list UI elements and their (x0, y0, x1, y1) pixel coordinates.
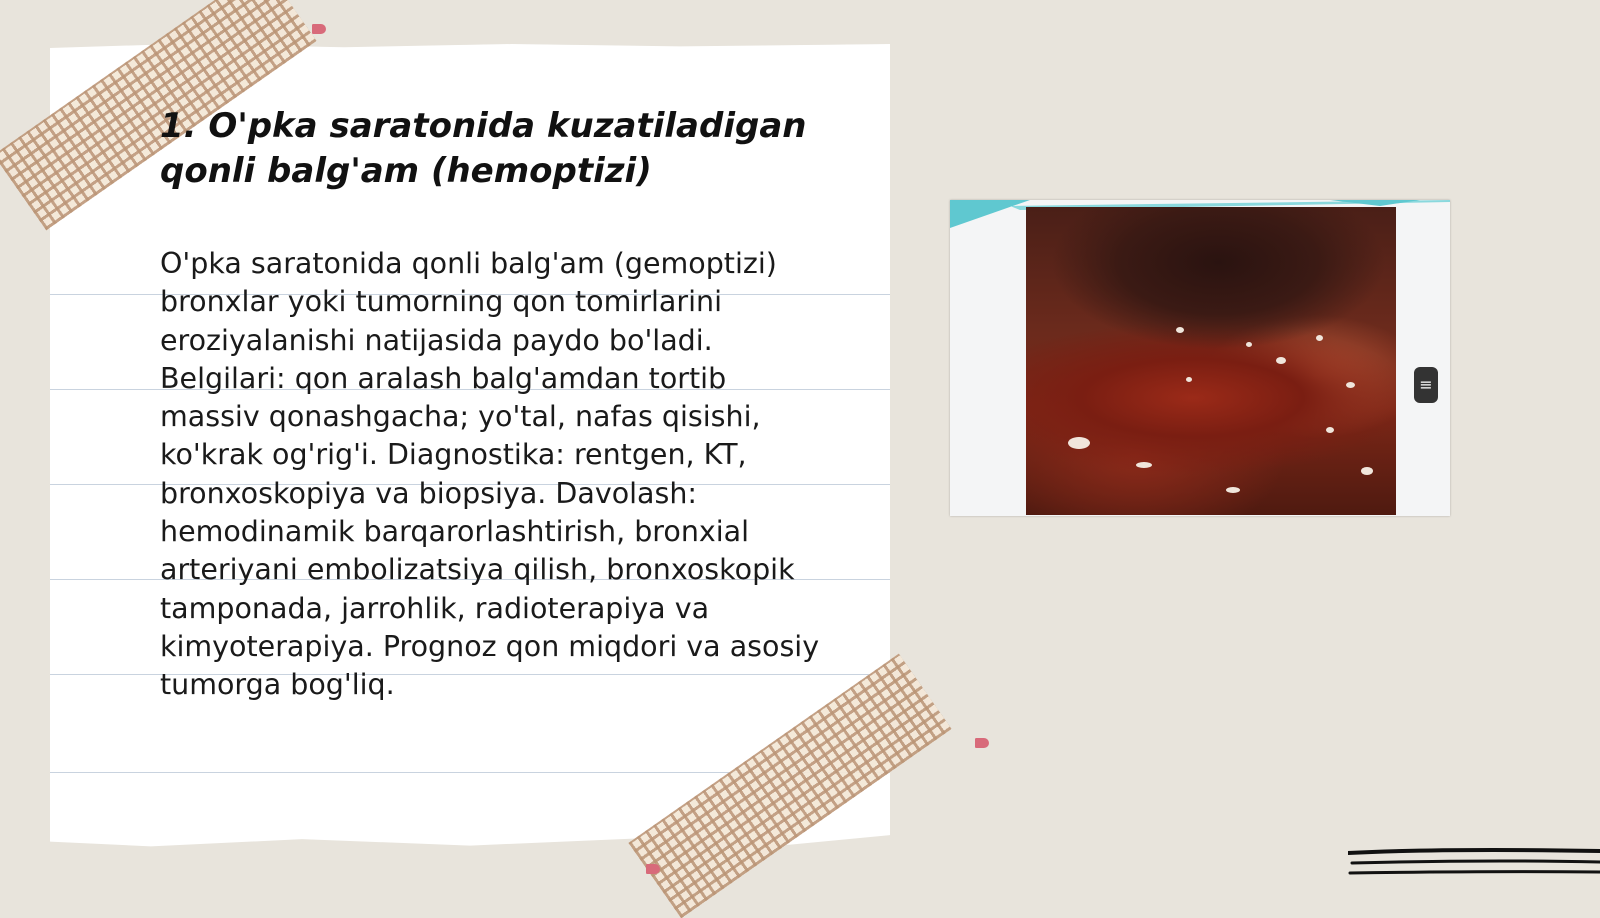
photo-detail (1246, 342, 1252, 347)
decorative-brush-lines (1348, 845, 1600, 895)
photo-detail (1326, 427, 1334, 433)
photo-detail (1186, 377, 1192, 382)
photo-detail (1226, 487, 1240, 493)
tape-pin-icon (312, 24, 326, 34)
tape-pin-icon (975, 738, 989, 748)
photo-detail (1346, 382, 1355, 388)
photo-detail (1136, 462, 1152, 468)
menu-handle-icon[interactable]: ≡ (1414, 367, 1438, 403)
photo-detail (1276, 357, 1286, 364)
image-frame[interactable] (950, 200, 1450, 516)
photo-detail (1068, 437, 1090, 449)
tape-pin-icon (646, 864, 660, 874)
slide-title: 1. O'pka saratonida kuzatiladigan qonli balg'am (hemoptizi) (160, 106, 807, 191)
photo-detail (1176, 327, 1184, 333)
photo-detail (1316, 335, 1323, 341)
slide-body-text: O'pka saratonida qonli balg'am (gemoptizi) bronxlar yoki tumorning qon tomirlarini eroziyalanishi natijasida paydo bo'ladi. Belgilari: qon aralash balg'amdan tortib massiv qonashgacha; yo'tal, nafas qisishi, ko'krak og'rig'i. Diagnostika: rentgen, KT, bronxoskopiya va biopsiya. Davolash: hemodinamik barqarorlashtirish, bronxial arteriyani embolizatsiya qilish, bronxoskopik tamponada, jarrohlik, radioterapiya va kimyoterapiya. Prognoz qon miqdori va asosiy tumorga bog'liq. (160, 247, 820, 702)
photo-detail (1361, 467, 1373, 475)
endoscopy-photo (1026, 207, 1396, 515)
